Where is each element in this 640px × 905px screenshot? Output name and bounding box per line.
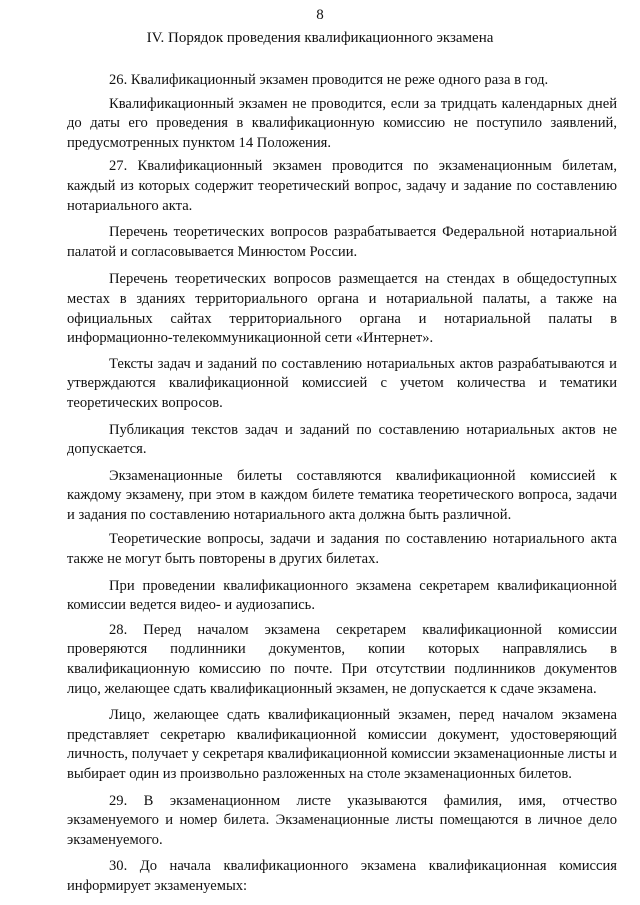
paragraph: Квалификационный экзамен не проводится, если за тридцать календарных дней до даты его проведения в квалификационную комиссию не поступило заявлений, предусмотренных пунктом 14 Положения.	[67, 95, 617, 151]
paragraph: 26. Квалификационный экзамен проводится не реже одного раза в год.	[109, 72, 549, 88]
paragraph: Тексты задач и заданий по составлению нотариальных актов разрабатываются и утверждаются квалификационной комиссией с учетом количества и тематики теоретических вопросов.	[67, 355, 617, 411]
paragraph: При проведении квалификационного экзамена секретарем квалификационной комиссии ведется видео- и аудиозапись.	[67, 577, 617, 614]
paragraph: 30. До начала квалификационного экзамена квалификационная комиссия информирует экзаменуемых:	[67, 858, 617, 894]
paragraph: Теоретические вопросы, задачи и задания по составлению нотариального акта также не могут быть повторены в других билетах.	[67, 531, 617, 568]
section-title: IV. Порядок проведения квалификационного экзамена	[146, 30, 494, 46]
page-number: 8	[316, 7, 324, 23]
paragraph: 27. Квалификационный экзамен проводится по экзаменационным билетам, каждый из которых содержит теоретический вопрос, задачу и задание по составлению нотариального акта.	[67, 158, 617, 214]
paragraph: Публикация текстов задач и заданий по составлению нотариальных актов не допускается.	[67, 421, 617, 458]
paragraph: Экзаменационные билеты составляются квалификационной комиссией к каждому экзамену, при этом в каждом билете тематика теоретического вопроса, задачи и задания по составлению нотариального акта должна быть различной.	[67, 467, 617, 523]
paragraph: 28. Перед началом экзамена секретарем квалификационной комиссии проверяются подлинники документов, копии которых направлялись в квалификационную комиссию по почте. При отсутствии подлинников документов лицо, желающее сдать квалификационный экзамен, не допускается к сдаче экзамена.	[67, 621, 617, 697]
paragraph: Перечень теоретических вопросов разрабатывается Федеральной нотариальной палатой и согласовывается Минюстом России.	[67, 224, 617, 260]
paragraph: 29. В экзаменационном листе указываются фамилия, имя, отчество экзаменуемого и номер билета. Экзаменационные листы помещаются в личное дело экзаменуемого.	[67, 792, 617, 848]
paragraph: Лицо, желающее сдать квалификационный экзамен, перед началом экзамена представляет секретарю квалификационной комиссии документ, удостоверяющий личность, получает у секретаря квалификационной комиссии экзаменационные листы и выбирает один из произвольно разложенных на столе экзаменационных билетов.	[67, 707, 617, 782]
paragraph: Перечень теоретических вопросов размещается на стендах в общедоступных местах в зданиях территориального органа и нотариальной палаты, а также на официальных сайтах территориального органа и нотариальной палаты в информационно-телекоммуникационной сети «Интернет».	[67, 271, 617, 347]
document-body	[67, 71, 617, 897]
